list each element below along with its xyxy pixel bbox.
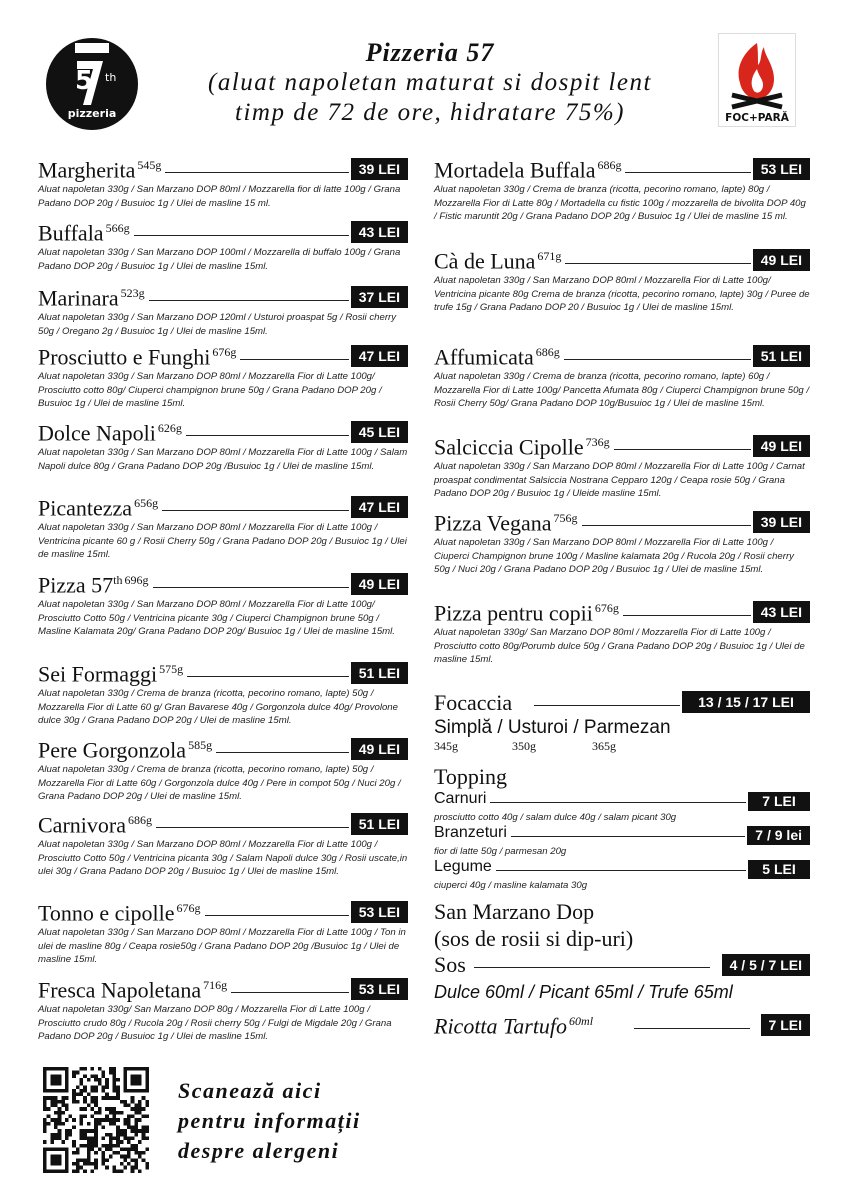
scan-line-1: Scanează aici (178, 1078, 322, 1103)
item-name: Carnivora $^{686g}$ (38, 812, 152, 837)
item-name: Pizza pentru copii $^{676g}$ (434, 600, 619, 625)
divider (614, 449, 751, 450)
item-description: Aluat napoletan 330g / San Marzano DOP 80ml / Mozzarella Fior di Latte 100g / Prosciutto Cotto 50g / Ventricina picanta 30g / Salam Napoli dulce 30g / Rosii uscate,in ulei 30g / Grana Padano DOP 20g / Busuioc 1g / Ulei de masline 15ml. (38, 839, 408, 877)
topping-description: prosciutto cotto 40g / salam dulce 40g / salam picant 30g (434, 812, 677, 823)
item-name: Salciccia Cipolle $^{736g}$ (434, 434, 610, 459)
item-description: Aluat napoletan 330g / Crema de branza (ricotta, pecorino romano, lapte) 80g / Mozzarella Fior di Latte 80g / Mortadella cu fistic 100g / mozzarella de bivolita DOP 40g / Fistic maruntit 20g / Grana Padano DOP 20g / Busuioc 1g / Ulei de masline 15 ml. (434, 184, 806, 222)
item-weight: 626g (157, 420, 182, 435)
divider (564, 359, 751, 360)
item-name: Pizza Vegana $^{756g}$ (434, 510, 578, 535)
menu-item (38, 283, 408, 338)
item-name: Pere Gorgonzola $^{585g}$ (38, 737, 213, 762)
scan-line-3: despre alergeni (178, 1138, 340, 1163)
item-weight: 736g (585, 434, 610, 449)
topping-price: 5 LEI (748, 860, 810, 879)
price-badge: 39 LEI (753, 511, 810, 533)
weight-1: 345g (434, 739, 458, 753)
item-weight: 676g (176, 900, 201, 915)
page-subtitle-1: (aluat napoletan maturat si dospit lent (208, 69, 652, 96)
item-name: Prosciutto e Funghi $^{676g}$ (38, 344, 237, 369)
item-name: Affumicata $^{686g}$ (434, 344, 560, 369)
menu-item (434, 155, 810, 224)
item-weight: 756g (553, 510, 578, 525)
price-badge: 37 LEI (351, 286, 408, 308)
item-weight: 671g (537, 248, 562, 263)
sos-price: 4 / 5 / 7 LEI (722, 954, 810, 976)
svg-text:5: 5 (75, 66, 94, 96)
menu-item (434, 508, 810, 577)
ricotta-price: 7 LEI (761, 1014, 810, 1036)
item-name: Dolce Napoli $^{626g}$ (38, 420, 182, 445)
menu-item (434, 598, 810, 667)
item-weight: 545g (137, 157, 162, 172)
item-weight: 585g (188, 737, 213, 752)
menu-item (38, 975, 408, 1044)
item-weight: 676g (212, 344, 237, 359)
topping-price: 7 / 9 lei (747, 826, 810, 845)
item-name: Mortadela Buffala $^{686g}$ (434, 157, 622, 182)
menu-item (38, 735, 408, 804)
item-name: Marinara $^{523g}$ (38, 285, 145, 310)
menu-item (38, 342, 408, 411)
item-description: Aluat napoletan 330g / San Marzano DOP 80ml / Mozzarella Fior di Latte 100g / Carnat proaspat condimentat Salsiccia Nostrana Cepparo 120g / Ceapa rosie 50g / Grana Padano DOP 20g / Busuioc 1g / Uleide masline 15ml. (434, 461, 805, 499)
price-badge: 53 LEI (351, 978, 408, 1000)
item-weight: 686g (127, 812, 152, 827)
item-weight: 716g (203, 977, 228, 992)
svg-text:FOC+PARĂ: FOC+PARĂ (725, 112, 789, 124)
divider (534, 705, 680, 706)
qr-code[interactable] (43, 1067, 149, 1173)
topping-name: Legume (434, 858, 492, 875)
divider (511, 836, 745, 837)
menu-item (434, 342, 810, 411)
menu-item (38, 155, 408, 210)
divider (490, 802, 746, 803)
item-weight: 575g (159, 661, 184, 676)
topping-item (434, 824, 810, 858)
menu-item (38, 570, 408, 639)
item-name: Tonno e cipolle $^{676g}$ (38, 900, 201, 925)
item-weight: 656g (134, 495, 159, 510)
item-name: Sei Formaggi $^{575g}$ (38, 661, 184, 686)
pizzeria-57-logo (45, 37, 139, 131)
divider (162, 510, 349, 511)
menu-item (38, 659, 408, 728)
price-badge: 49 LEI (351, 738, 408, 760)
header (160, 38, 700, 128)
scan-line-2: pentru informații (178, 1108, 361, 1133)
price-badge: 47 LEI (351, 345, 408, 367)
item-description: Aluat napoletan 330g / San Marzano DOP 120ml / Usturoi proaspat 5g / Rosii cherry 50g / Oregano 2g / Busuioc 1g / Ulei de masline 15ml. (38, 312, 396, 337)
weight-2: 350g (512, 739, 536, 753)
price-badge: 49 LEI (753, 249, 810, 271)
price-badge: 43 LEI (753, 601, 810, 623)
divider (634, 1028, 750, 1029)
item-name: Focaccia (434, 690, 513, 715)
price-badge: 47 LEI (351, 496, 408, 518)
item-name: Pizza 57th $^{696g}$ (38, 572, 149, 597)
item-description: Aluat napoletan 330g / San Marzano DOP 80ml / Mozzarella Fior di Latte 100g/ Ventricina picante 80g Crema de branza (ricotta, pecorino romano, lapte) 30g / Puree de trufe 15g / Grana Padano DOP 20 / Busuioc 1g / Ulei de masline 15ml. (434, 275, 810, 313)
ricotta-title: Ricotta Tartufo $^{60ml}$ (434, 1013, 594, 1038)
topping-name: Carnuri (434, 790, 487, 807)
topping-title: Topping (434, 764, 508, 789)
item-description: Aluat napoletan 330g / San Marzano DOP 80ml / Mozzarella fior di latte 100g / Grana Padano DOP 20g / Busuioc 1g / Ulei de masline 15 ml. (38, 184, 401, 209)
divider (582, 525, 751, 526)
divider (153, 587, 349, 588)
price-badge: 53 LEI (351, 901, 408, 923)
divider (187, 676, 349, 677)
price-badge: 51 LEI (351, 662, 408, 684)
divider (149, 300, 349, 301)
menu-item (434, 432, 810, 501)
item-description: Aluat napoletan 330g / Crema de branza (ricotta, pecorino romano, lapte) 60g / Mozzarella Fior di Latte 100g/ Pancetta Afumata 80g / Ciuperci Champignon brune 50g / Rosii Cherry 50g/ Grana Padano DOP 10g/Busuioc 1g / Ulei de masline 15ml. (434, 371, 810, 409)
item-description: Aluat napoletan 330g / San Marzano DOP 100ml / Mozzarella di buffalo 100g / Grana Padano DOP 20g / Busuioc 1g / Ulei de masline 15ml. (38, 247, 401, 272)
svg-text:pizzeria: pizzeria (67, 107, 117, 120)
item-description: Aluat napoletan 330g / San Marzano DOP 80ml / Mozzarella Fior di Latte 100g / Ton in ulei de masline 80g / Ceapa rosie50g / Grana Padano DOP 20g /Busuioc 1g / Ulei de masline 15ml. (38, 927, 406, 965)
item-weight: 676g (594, 600, 619, 615)
foc-para-logo (718, 33, 796, 127)
menu-item (38, 810, 408, 879)
divider (240, 359, 348, 360)
price-badge: 39 LEI (351, 158, 408, 180)
page-title: Pizzeria 57 (365, 38, 495, 67)
divider (205, 915, 349, 916)
topping-section (434, 764, 810, 892)
price-badge: 49 LEI (351, 573, 408, 595)
divider (625, 172, 750, 173)
item-name: Picantezza $^{656g}$ (38, 495, 159, 520)
svg-text:th: th (105, 71, 117, 84)
item-description: Aluat napoletan 330g/ San Marzano DOP 80g / Mozzarella Fior di Latte 100g / Prosciutto crudo 80g / Rucola 20g / Rosii cherry 50g / Fulgi de Migdale 20g / Grana Padano DOP 20g / Busuioc 1g / Ulei de masline 15ml. (38, 1004, 392, 1042)
divider (496, 870, 746, 871)
sos-list: Dulce 60ml / Picant 65ml / Trufe 65ml (434, 982, 733, 1002)
topping-name: Branzeturi (434, 824, 507, 841)
divider (134, 235, 349, 236)
divider (156, 827, 349, 828)
item-description: Aluat napoletan 330g / San Marzano DOP 80ml / Mozzarella Fior di Latte 100g / Ventricina picante 60 g / Rosii Cherry 50g / Grana Padano DOP 20g / Busuioc 1g / Ulei de masline 15ml. (38, 522, 407, 560)
divider (565, 263, 750, 264)
divider (474, 967, 710, 968)
item-description: Aluat napoletan 330g / San Marzano DOP 80ml / Mozzarella Fior di Latte 100g / Salam Napoli dulce 80g / Grana Padano DOP 20g /Busuioc 1g / Ulei de masline 15ml. (38, 447, 408, 472)
menu-item (38, 898, 408, 967)
menu-item (38, 218, 408, 273)
item-name: Cà de Luna $^{671g}$ (434, 248, 562, 273)
divider (165, 172, 348, 173)
menu-item (434, 246, 810, 315)
san-marzano-title: San Marzano Dop (434, 899, 595, 924)
item-weight: 566g (105, 220, 130, 235)
allergen-info-text (178, 1076, 361, 1166)
item-description: Aluat napoletan 330g / San Marzano DOP 80ml / Mozzarella Fior di Latte 100g/ Prosciutto cotto 80g/ Ciuperci champignon brune 50g / Grana Padano DOP 20g / Busuioc 1g / Ulei de masline 15ml. (38, 371, 382, 409)
item-name: Fresca Napoletana $^{716g}$ (38, 977, 228, 1002)
divider (231, 992, 349, 993)
price-badge: 45 LEI (351, 421, 408, 443)
weight-3: 365g (592, 739, 616, 753)
topping-description: fior di latte 50g / parmesan 20g (434, 846, 567, 857)
price-badge: 53 LEI (753, 158, 810, 180)
divider (216, 752, 349, 753)
divider (186, 435, 349, 436)
focaccia-item (434, 688, 810, 753)
item-weight: 686g (535, 344, 560, 359)
topping-price: 7 LEI (748, 792, 810, 811)
topping-item (434, 858, 810, 892)
menu-item (38, 418, 408, 473)
item-description: Aluat napoletan 330g / Crema de branza (ricotta, pecorino romano, lapte) 50g / Mozzarella Fior di Latte 60 g/ Gran Bavarese 40g / Gorgonzola dulce 40g/ Provolone dulce 30g / Grana Padano DOP 20g / Ulei de masline 15ml. (38, 688, 398, 726)
divider (623, 615, 751, 616)
item-name: Buffala $^{566g}$ (38, 220, 130, 245)
price-badge: 43 LEI (351, 221, 408, 243)
topping-item (434, 790, 810, 824)
topping-description: ciuperci 40g / masline kalamata 30g (434, 880, 588, 891)
item-description: Aluat napoletan 330g/ San Marzano DOP 80ml / Mozzarella Fior di Latte 100g / Prosciutto cotto 80g/Porumb dulce 50g / Grana Padano DOP 20g / Busuioc 1g / Ulei de masline 15ml. (434, 627, 805, 665)
menu-item (38, 493, 408, 562)
item-description: Aluat napoletan 330g / San Marzano DOP 80ml / Mozzarella Fior di Latte 100g / Ciuperci Champignon brune 100g / Masline kalamata 20g / Rucola 20g / Rosii cherry 50g / Nuci 20g / Grana Padano DOP 20g / Busuioc 1g / Ulei de masline 15ml. (434, 537, 794, 575)
page-subtitle-2: timp de 72 de ore, hidratare 75%) (235, 99, 625, 126)
item-weight: 523g (120, 285, 145, 300)
item-description: Aluat napoletan 330g / Crema de branza (ricotta, pecorino romano, lapte) 50g / Mozzarella Fior di Latte 60g / Gorgonzola dulce 40g / Pere in compot 50g / Nuci 20g / Grana Padano DOP 20g / Ulei de masline 15ml. (38, 764, 401, 802)
item-weight: 686g (597, 157, 622, 172)
san-marzano-subtitle: (sos de rosii si dip-uri) (434, 926, 634, 951)
price-badge: 13 / 15 / 17 LEI (682, 691, 810, 713)
price-badge: 51 LEI (753, 345, 810, 367)
price-badge: 49 LEI (753, 435, 810, 457)
price-badge: 51 LEI (351, 813, 408, 835)
item-description: Aluat napoletan 330g / San Marzano DOP 80ml / Mozzarella Fior di Latte 100g/ Prosciutto Cotto 50g / Ventricina picante 30g / Ciuperci Champignon brune 50g / Masline Kalamata 20g/ Grana Padano DOP 20g/ Busuioc 1g / Ulei de masline 15ml. (38, 599, 395, 637)
focaccia-variants: Simplă / Usturoi / Parmezan (434, 717, 671, 738)
sos-title: Sos (434, 952, 466, 977)
item-weight: 696g (124, 572, 149, 587)
item-name: Margherita $^{545g}$ (38, 157, 162, 182)
sauces-section (434, 898, 810, 1039)
